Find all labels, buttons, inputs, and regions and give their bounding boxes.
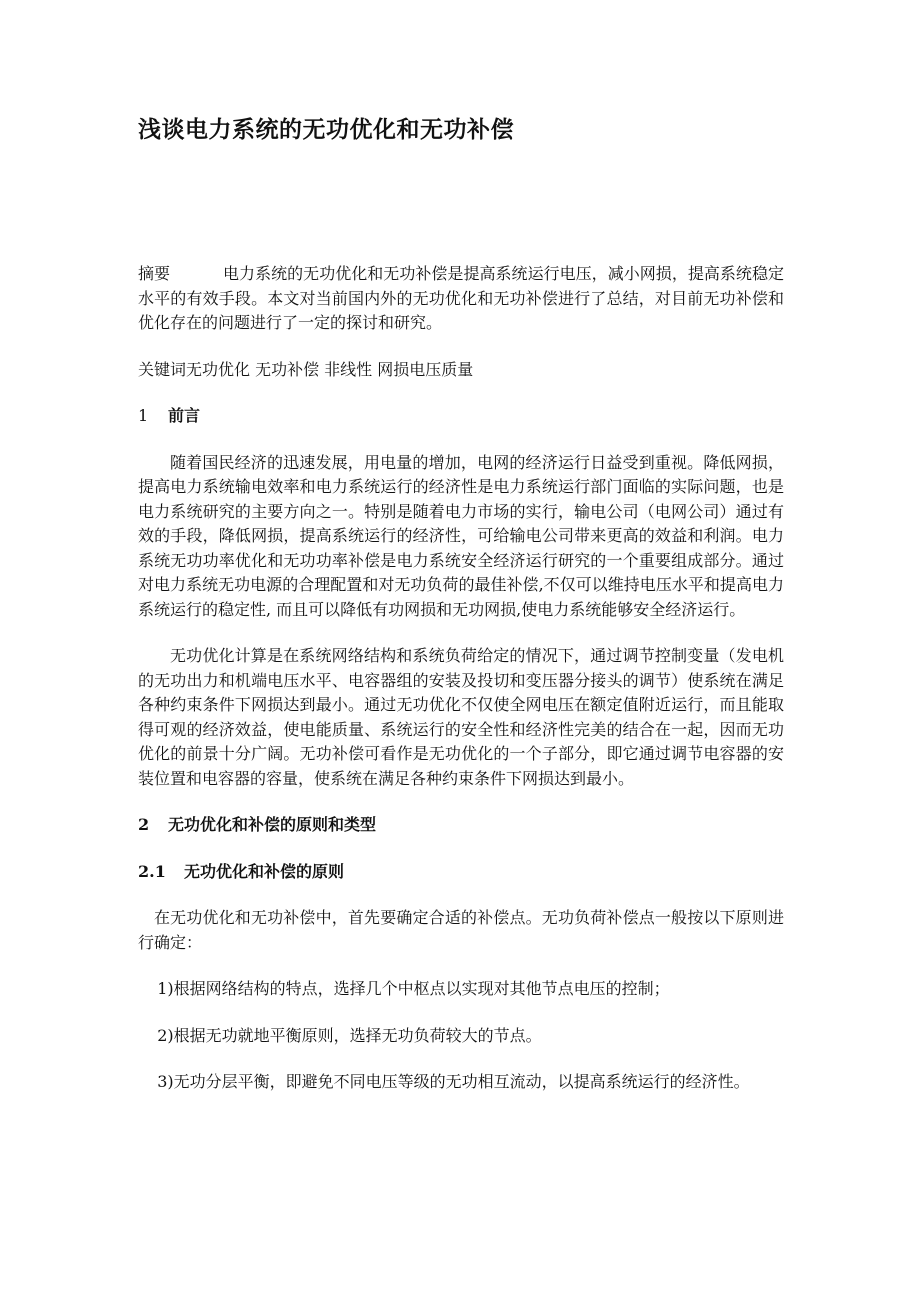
section-2-1-number: 2.1: [138, 861, 166, 881]
section-2-1-heading: [138, 860, 784, 885]
section-2-1-intro: 在无功优化和无功补偿中，首先要确定合适的补偿点。无功负荷补偿点一般按以下原则进行确定：: [138, 908, 784, 952]
abstract-text: 电力系统的无功优化和无功补偿是提高系统运行电压，减小网损，提高系统稳定水平的有效手段。本文对当前国内外的无功优化和无功补偿进行了总结，对目前无功补偿和优化存在的问题进行了一定的探讨和研究。: [138, 264, 784, 332]
principle-item-3: 3)无功分层平衡，即避免不同电压等级的无功相互流动，以提高系统运行的经济性。: [157, 1072, 750, 1091]
document-title: 浅谈电力系统的无功优化和无功补偿: [138, 116, 514, 143]
section-1-number: 1: [138, 406, 149, 425]
section-1-paragraph-2: 无功优化计算是在系统网络结构和系统负荷给定的情况下，通过调节控制变量（发电机的无功出力和机端电压水平、电容器组的安装及投切和变压器分接头的调节）使系统在满足各种约束条件下网损达到最小。通过无功优化不仅使全网电压在额定值附近运行，而且能取得可观的经济效益，使电能质量、系统运行的安全性和经济性完美的结合在一起，因而无功优化的前景十分广阔。无功补偿可看作是无功优化的一个子部分，即它通过调节电容器的安装位置和电容器的容量，使系统在满足各种约束条件下网损达到最小。: [138, 646, 784, 788]
document-body: [138, 262, 784, 1117]
keywords: 关键词无功优化 无功补偿 非线性 网损电压质量: [138, 359, 474, 379]
principle-item-1: 1)根据网络结构的特点，选择几个中枢点以实现对其他节点电压的控制；: [157, 979, 670, 998]
abstract: [138, 262, 784, 336]
abstract-label: 摘要: [138, 264, 171, 283]
section-2-1-title: 无功优化和补偿的原则: [184, 861, 345, 881]
section-1-heading: [138, 404, 784, 429]
section-2-number: 2: [138, 815, 150, 834]
section-1-title: 前言: [168, 406, 201, 425]
section-2-heading: [138, 813, 784, 838]
section-2-title: 无功优化和补偿的原则和类型: [168, 815, 377, 834]
section-1-paragraph-1: 随着国民经济的迅速发展，用电量的增加，电网的经济运行日益受到重视。降低网损，提高电力系统输电效率和电力系统运行的经济性是电力系统运行部门面临的实际问题，也是电力系统研究的主要方向之一。特别是随着电力市场的实行，输电公司（电网公司）通过有效的手段，降低网损，提高系统运行的经济性，可给输电公司带来更高的效益和利润。电力系统无功功率优化和无功功率补偿是电力系统安全经济运行研究的一个重要组成部分。通过对电力系统无功电源的合理配置和对无功负荷的最佳补偿,不仅可以维持电压水平和提高电力系统运行的稳定性, 而且可以降低有功网损和无功网损,使电力系统能够安全经济运行。: [138, 452, 784, 619]
principle-item-2: 2)根据无功就地平衡原则，选择无功负荷较大的节点。: [157, 1025, 542, 1045]
